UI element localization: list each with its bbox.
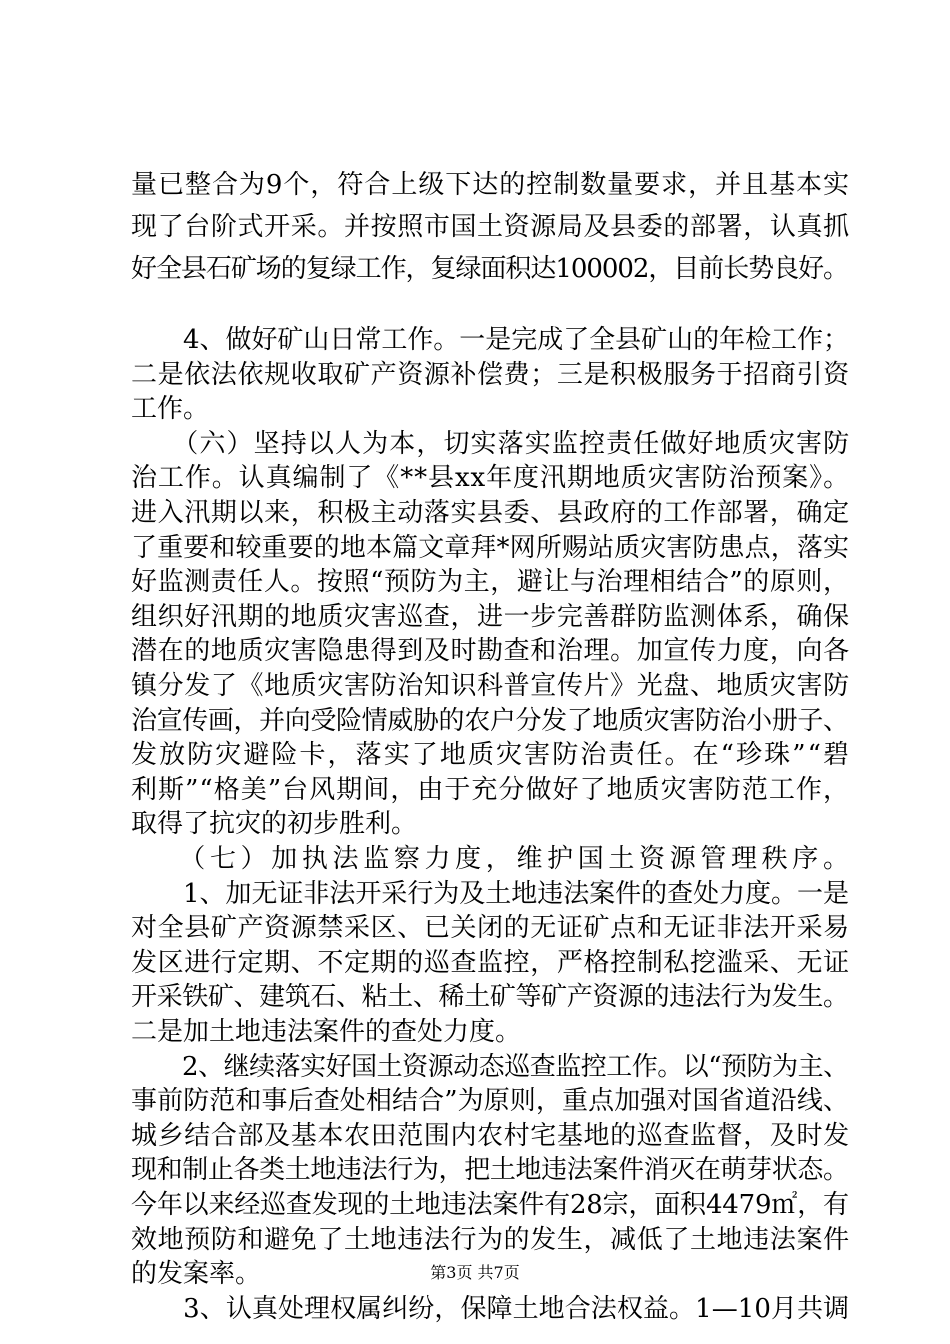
- text-line: 二是依法依规收取矿产资源补偿费；三是积极服务于招商引资: [131, 360, 850, 390]
- text-line: 好全县石矿场的复绿工作，复绿面积达100002，目前长势良好。: [131, 254, 849, 284]
- text-line: 治工作。认真编制了《**县xx年度汛期地质灾害防治预案》。: [131, 463, 851, 493]
- text-line: 发放防灾避险卡，落实了地质灾害防治责任。在“珍珠”“碧: [131, 740, 852, 770]
- text-line: 现了台阶式开采。并按照市国土资源局及县委的部署，认真抓: [131, 212, 850, 242]
- text-line: 进入汛期以来，积极主动落实县委、县政府的工作部署，确定: [131, 498, 850, 528]
- text-line: （七）加执法监察力度，维护国土资源管理秩序。: [131, 844, 854, 874]
- text-line: 事前防范和事后查处相结合”为原则，重点加强对国省道沿线、: [131, 1086, 850, 1116]
- text-line: 取得了抗灾的初步胜利。: [131, 809, 418, 839]
- text-line: 治宣传画，并向受险情威胁的农户分发了地质灾害防治小册子、: [131, 706, 849, 736]
- text-line: 组织好汛期的地质灾害巡查，进一步完善群防监测体系，确保: [131, 602, 850, 632]
- text-line: 现和制止各类土地违法行为，把土地违法案件消灭在萌芽状态。: [131, 1155, 849, 1185]
- text-line: 今年以来经巡查发现的土地违法案件有28宗，面积4479㎡，有: [131, 1190, 849, 1220]
- text-line: 量已整合为9个，符合上级下达的控制数量要求，并且基本实: [131, 170, 851, 200]
- text-line: 2、继续落实好国土资源动态巡查监控工作。以“预防为主、: [131, 1052, 849, 1082]
- text-line: 城乡结合部及基本农田范围内农村宅基地的巡查监督，及时发: [131, 1121, 850, 1151]
- text-line: 二是加土地违法案件的查处力度。: [131, 1017, 522, 1047]
- text-line: 了重要和较重要的地本篇文章拜*网所赐站质灾害防患点，落实: [131, 533, 850, 563]
- text-line: 的发案率。: [131, 1259, 262, 1289]
- text-line: 4、做好矿山日常工作。一是完成了全县矿山的年检工作；: [131, 325, 849, 355]
- page-footer: 第3页 共7页: [430, 1263, 520, 1282]
- text-line: （六）坚持以人为本，切实落实监控责任做好地质灾害防: [131, 429, 851, 459]
- text-line: 潜在的地质灾害隐患得到及时勘查和治理。加宣传力度，向各: [131, 636, 850, 666]
- text-line: 3、认真处理权属纠纷，保障土地合法权益。1—10月共调: [131, 1294, 850, 1324]
- text-line: 好监测责任人。按照“预防为主，避让与治理相结合”的原则，: [131, 567, 850, 597]
- text-line: 利斯”“格美”台风期间，由于充分做好了地质灾害防范工作，: [131, 775, 850, 805]
- text-line: 镇分发了《地质灾害防治知识科普宣传片》光盘、地质灾害防: [131, 671, 850, 701]
- text-line: 开采铁矿、建筑石、粘土、稀土矿等矿产资源的违法行为发生。: [131, 982, 849, 1012]
- text-line: 工作。: [131, 394, 210, 424]
- text-line: 效地预防和避免了土地违法行为的发生，减低了土地违法案件: [131, 1225, 850, 1255]
- text-line: 发区进行定期、不定期的巡查监控，严格控制私挖滥采、无证: [131, 948, 850, 978]
- text-line: 1、加无证非法开采行为及土地违法案件的查处力度。一是: [131, 879, 849, 909]
- text-line: 对全县矿产资源禁采区、已关闭的无证矿点和无证非法开采易: [131, 913, 850, 943]
